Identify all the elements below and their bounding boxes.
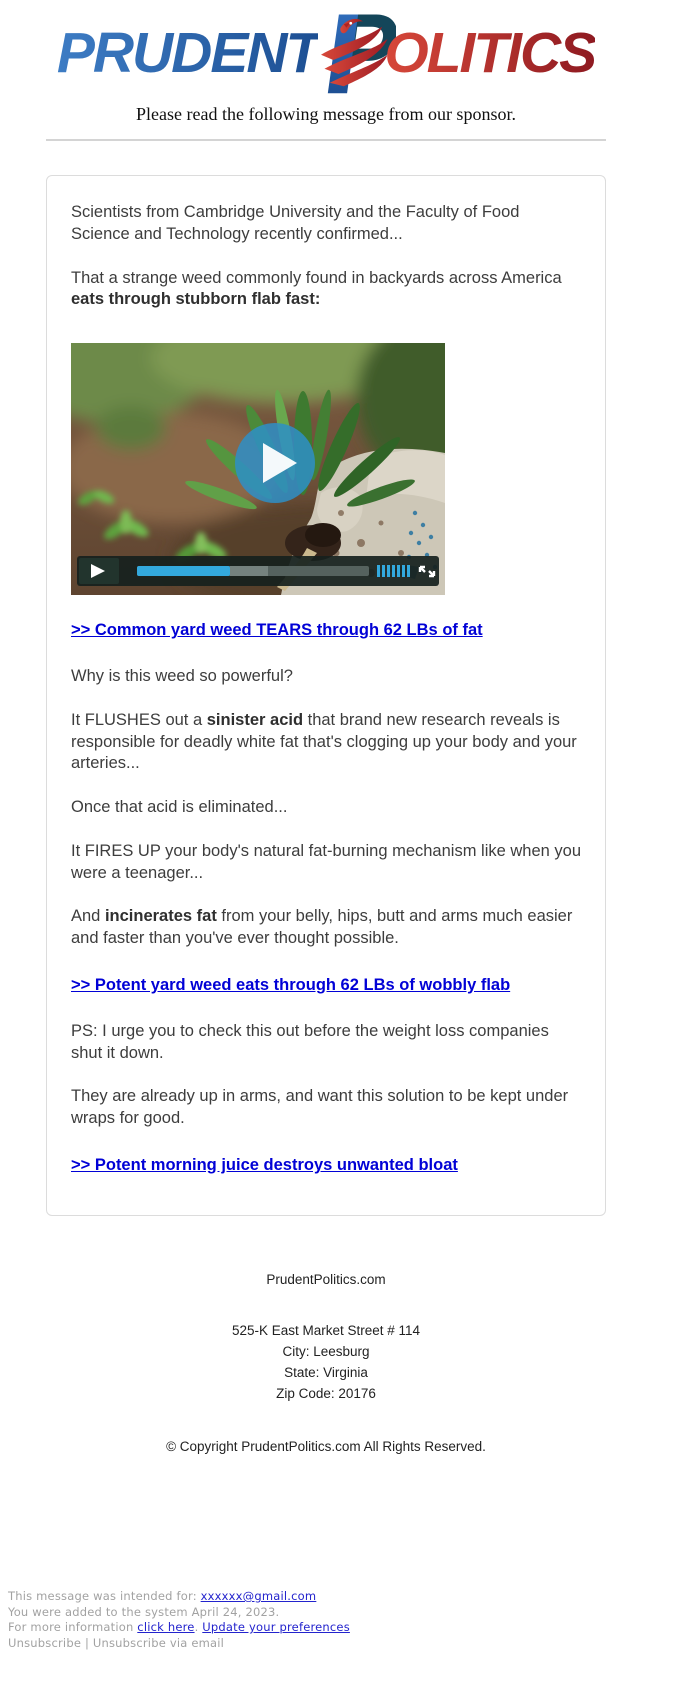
- link-wobbly-flab[interactable]: >> Potent yard weed eats through 62 LBs of wobbly flab: [71, 975, 511, 994]
- progress-fill: [137, 566, 230, 576]
- progress-buffer: [230, 566, 268, 576]
- paragraph: And incinerates fat from your belly, hips, butt and arms much easier and faster than you've ever thought possible.: [71, 907, 573, 948]
- video-controls: [77, 556, 439, 586]
- paragraph: Why is this weed so powerful?: [71, 667, 293, 686]
- video-thumbnail[interactable]: [71, 343, 445, 595]
- paragraph: Scientists from Cambridge University and the Faculty of Food Science and Technology recently confirmed...: [71, 203, 520, 243]
- paragraph: That a strange weed commonly found in backyards across America eats through stubborn flab fast:: [71, 268, 562, 309]
- logo-text-prudent: PRUDENT: [56, 20, 319, 85]
- email-body: [46, 16, 606, 1454]
- address-zip: Zip Code: 20176: [276, 1385, 376, 1401]
- added-to-system-line: You were added to the system April 24, 2023.: [8, 1604, 280, 1619]
- header-divider: [46, 139, 606, 141]
- paragraph: It FLUSHES out a sinister acid that brand new research reveals is responsible for deadly white fat that's clogging up your body and your arteries...: [71, 710, 577, 773]
- fine-print: [8, 1589, 350, 1652]
- paragraph: They are already up in arms, and want this solution to be kept under wraps for good.: [71, 1087, 569, 1128]
- play-circle-icon: [235, 423, 315, 503]
- logo-text-olitics: OLITICS: [384, 20, 596, 85]
- footer-address: [46, 1321, 606, 1405]
- paragraph: It FIRES UP your body's natural fat-burning mechanism like when you were a teenager...: [71, 841, 582, 882]
- update-preferences-link[interactable]: Update your preferences: [202, 1620, 350, 1635]
- footer: [46, 1272, 606, 1454]
- recipient-email-link[interactable]: xxxxxx@gmail.com: [200, 1589, 317, 1603]
- unsubscribe-line[interactable]: Unsubscribe | Unsubscribe via email: [8, 1635, 225, 1650]
- sponsor-message-box: [46, 175, 606, 1216]
- sponsor-tagline: Please read the following message from our sponsor.: [136, 104, 516, 124]
- more-info-line: For more information click here. Update your preferences: [8, 1620, 350, 1635]
- link-morning-juice[interactable]: >> Potent morning juice destroys unwanted bloat: [71, 1156, 458, 1175]
- click-here-link[interactable]: click here: [137, 1620, 195, 1635]
- address-state: State: Virginia: [284, 1364, 368, 1380]
- copyright-notice: © Copyright PrudentPolitics.com All Rights Reserved.: [166, 1438, 486, 1454]
- link-tears-through-fat[interactable]: >> Common yard weed TEARS through 62 LBs of fat: [71, 621, 483, 640]
- paragraph: PS: I urge you to check this out before the weight loss companies shut it down.: [71, 1021, 549, 1062]
- logo: [46, 16, 606, 90]
- intended-for-line: This message was intended for: xxxxxx@gmail.com: [8, 1589, 317, 1603]
- video-player[interactable]: [71, 343, 445, 595]
- paragraph: Once that acid is eliminated...: [71, 798, 288, 817]
- footer-site-name: PrudentPolitics.com: [266, 1272, 386, 1288]
- address-street: 525-K East Market Street # 114: [231, 1323, 421, 1339]
- address-city: City: Leesburg: [282, 1343, 370, 1359]
